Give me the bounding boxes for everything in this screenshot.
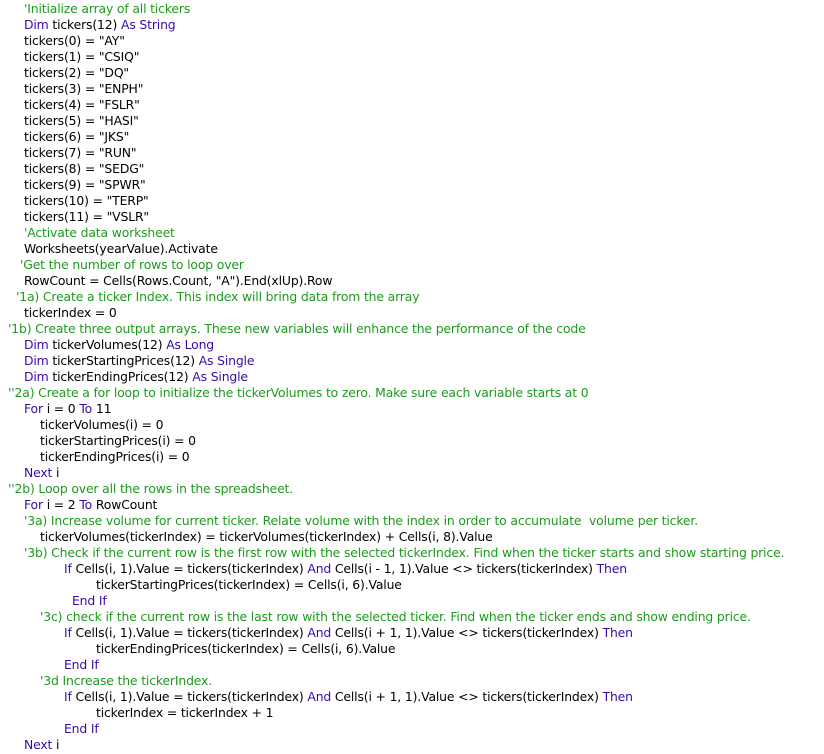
code-line[interactable] [24, 545, 784, 561]
keyword-token: End If [72, 593, 107, 608]
keyword-token: And [307, 561, 332, 576]
code-token: tickers(12) [48, 17, 121, 32]
code-line[interactable] [24, 273, 332, 289]
keyword-token: End If [64, 721, 99, 736]
code-token: tickers(6) = "JKS" [24, 129, 130, 144]
code-token: RowCount = Cells(Rows.Count, "A").End(xlUp).Row [24, 273, 333, 288]
code-token: Worksheets(yearValue).Activate [24, 241, 218, 256]
comment-token: '3a) Increase volume for current ticker. Relate volume with the index in order to accumulate volume per ticker. [24, 513, 698, 528]
code-line[interactable] [24, 145, 136, 161]
comment-token: '3b) Check if the current row is the first row with the selected tickerIndex. Find when the ticker starts and show starting price. [24, 545, 785, 560]
keyword-token: And [307, 625, 332, 640]
code-token: tickers(0) = "AY" [24, 33, 125, 48]
keyword-token: As Single [198, 353, 255, 368]
comment-token: '1b) Create three output arrays. These new variables will enhance the performance of the code [8, 321, 586, 336]
keyword-token: If [64, 561, 72, 576]
keyword-token: Dim [24, 337, 49, 352]
code-token: tickers(8) = "SEDG" [24, 161, 145, 176]
code-token: Cells(i - 1, 1).Value <> tickers(tickerIndex) [331, 561, 597, 576]
comment-token: ''2b) Loop over all the rows in the spreadsheet. [8, 481, 294, 496]
code-line[interactable] [20, 257, 244, 273]
comment-token: '1a) Create a ticker Index. This index will bring data from the array [16, 289, 420, 304]
keyword-token: For [24, 497, 43, 512]
keyword-token: To [79, 401, 93, 416]
code-line[interactable] [24, 497, 157, 513]
code-token: tickerVolumes(tickerIndex) = tickerVolumes(tickerIndex) + Cells(i, 8).Value [40, 529, 493, 544]
code-token: Cells(i + 1, 1).Value <> tickers(tickerIndex) [331, 689, 603, 704]
code-token: tickerStartingPrices(12) [48, 353, 199, 368]
keyword-token: If [64, 689, 72, 704]
code-token: tickers(7) = "RUN" [24, 145, 137, 160]
code-token: Cells(i, 1).Value = tickers(tickerIndex) [71, 561, 308, 576]
code-token: 11 [92, 401, 112, 416]
code-token: Cells(i, 1).Value = tickers(tickerIndex) [71, 689, 308, 704]
code-token: tickerStartingPrices(tickerIndex) = Cells(i, 6).Value [96, 577, 402, 592]
code-line[interactable] [8, 321, 586, 337]
keyword-token: As Long [166, 337, 214, 352]
keyword-token: Then [596, 561, 627, 576]
code-line[interactable] [24, 225, 175, 241]
code-line[interactable] [40, 673, 212, 689]
code-line[interactable] [96, 641, 395, 657]
code-line[interactable] [24, 337, 214, 353]
code-line[interactable] [64, 721, 99, 737]
keyword-token: Next [24, 737, 53, 752]
code-token: tickerEndingPrices(i) = 0 [40, 449, 190, 464]
code-line[interactable] [40, 529, 493, 545]
keyword-token: Next [24, 465, 53, 480]
code-token: tickers(10) = "TERP" [24, 193, 149, 208]
code-line[interactable] [24, 49, 139, 65]
code-line[interactable] [64, 625, 633, 641]
code-line[interactable] [64, 689, 633, 705]
code-line[interactable] [24, 97, 140, 113]
code-token: tickers(1) = "CSIQ" [24, 49, 140, 64]
code-line[interactable] [24, 113, 139, 129]
code-line[interactable] [64, 657, 99, 673]
code-line[interactable] [24, 33, 125, 49]
keyword-token: End If [64, 657, 99, 672]
code-line[interactable] [24, 513, 698, 529]
code-token: tickers(11) = "VSLR" [24, 209, 149, 224]
code-line[interactable] [24, 129, 129, 145]
code-token: tickerEndingPrices(tickerIndex) = Cells(i, 6).Value [96, 641, 396, 656]
code-token: tickers(3) = "ENPH" [24, 81, 144, 96]
keyword-token: If [64, 625, 72, 640]
code-token: Cells(i + 1, 1).Value <> tickers(tickerIndex) [331, 625, 603, 640]
code-line[interactable] [40, 449, 189, 465]
code-line[interactable] [24, 209, 149, 225]
code-line[interactable] [24, 369, 248, 385]
code-line[interactable] [24, 737, 59, 753]
code-token: tickers(9) = "SPWR" [24, 177, 146, 192]
comment-token: ''2a) Create a for loop to initialize the tickerVolumes to zero. Make sure each variable starts at 0 [8, 385, 589, 400]
code-token: tickers(2) = "DQ" [24, 65, 129, 80]
code-line[interactable] [24, 1, 190, 17]
code-token: i = 0 [42, 401, 80, 416]
code-line[interactable] [8, 481, 293, 497]
code-line[interactable] [24, 241, 218, 257]
code-line[interactable] [40, 433, 196, 449]
code-token: tickerIndex = tickerIndex + 1 [96, 705, 274, 720]
code-line[interactable] [24, 65, 129, 81]
code-line[interactable] [64, 561, 627, 577]
code-line[interactable] [24, 193, 149, 209]
code-token: tickerVolumes(i) = 0 [40, 417, 164, 432]
keyword-token: Then [602, 625, 633, 640]
code-line[interactable] [72, 593, 107, 609]
code-line[interactable] [24, 177, 146, 193]
keyword-token: Dim [24, 353, 49, 368]
comment-token: 'Activate data worksheet [24, 225, 175, 240]
code-token: Cells(i, 1).Value = tickers(tickerIndex) [71, 625, 308, 640]
code-line[interactable] [24, 465, 59, 481]
keyword-token: For [24, 401, 43, 416]
comment-token: 'Get the number of rows to loop over [20, 257, 244, 272]
keyword-token: As Single [192, 369, 248, 384]
keyword-token: And [307, 689, 332, 704]
keyword-token: Then [602, 689, 633, 704]
code-line[interactable] [40, 609, 751, 625]
keyword-token: Dim [24, 369, 49, 384]
code-line[interactable] [24, 353, 254, 369]
code-token: i [52, 737, 60, 752]
code-token: i = 2 [42, 497, 80, 512]
code-token: tickers(5) = "HASI" [24, 113, 139, 128]
code-token: tickerEndingPrices(12) [48, 369, 193, 384]
code-line[interactable] [16, 289, 419, 305]
code-line[interactable] [96, 577, 402, 593]
keyword-token: As String [121, 17, 176, 32]
code-token: tickerIndex = 0 [24, 305, 117, 320]
comment-token: 'Initialize array of all tickers [24, 1, 191, 16]
code-token: tickerVolumes(12) [48, 337, 167, 352]
code-line[interactable] [96, 705, 273, 721]
code-line[interactable] [24, 81, 143, 97]
keyword-token: To [79, 497, 93, 512]
code-line[interactable] [24, 305, 117, 321]
code-line[interactable] [40, 417, 163, 433]
code-line[interactable] [24, 161, 144, 177]
code-token: i [52, 465, 60, 480]
comment-token: '3d Increase the tickerIndex. [40, 673, 213, 688]
comment-token: '3c) check if the current row is the last row with the selected ticker. Find when the ticker ends and show ending price. [40, 609, 751, 624]
code-token: tickers(4) = "FSLR" [24, 97, 140, 112]
code-line[interactable] [8, 385, 588, 401]
keyword-token: Dim [24, 17, 49, 32]
code-token: tickerStartingPrices(i) = 0 [40, 433, 196, 448]
code-line[interactable] [24, 17, 176, 33]
code-token: RowCount [92, 497, 158, 512]
code-line[interactable] [24, 401, 111, 417]
